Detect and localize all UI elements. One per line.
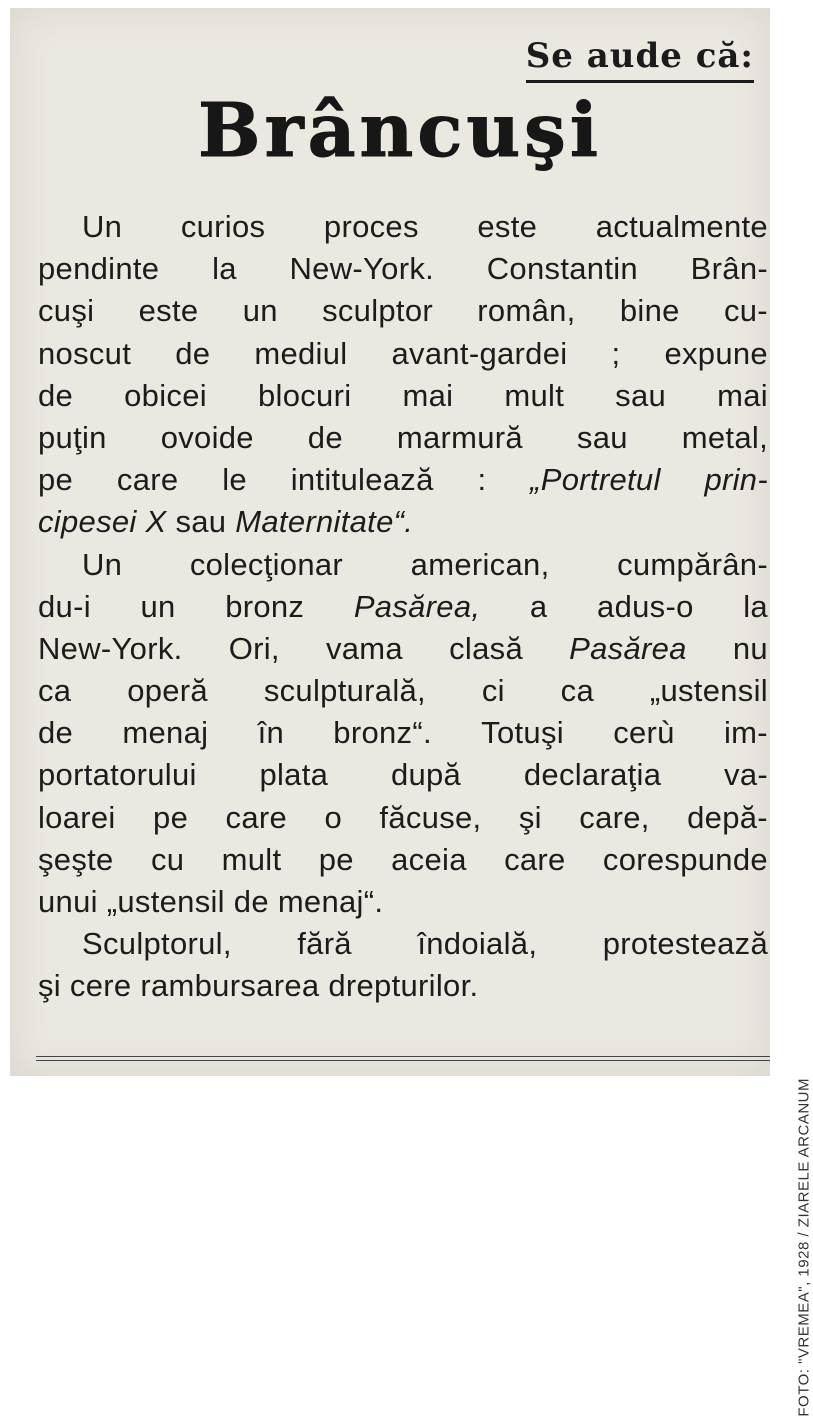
article-word: puţin — [38, 419, 107, 455]
article-line — [38, 628, 768, 670]
bottom-double-rule — [36, 1056, 770, 1061]
article-word: le — [222, 462, 247, 498]
article-word: pe — [153, 799, 189, 835]
article-word: New-York. — [38, 630, 183, 666]
article-word: de — [307, 419, 343, 455]
article-word: plata — [259, 757, 329, 793]
article-line — [38, 544, 768, 586]
article-word: sau — [615, 377, 667, 413]
article-word: Pasărea — [569, 630, 687, 666]
article-word: clasă — [449, 630, 523, 666]
article-word: Un — [82, 209, 123, 244]
article-word: colecţionar — [189, 546, 344, 582]
article-word: de — [233, 884, 269, 919]
article-word: adus-o — [597, 588, 694, 624]
article-word: sau — [576, 419, 628, 455]
kicker-heading: Se aude că: — [526, 36, 754, 83]
article-word: obicei — [124, 377, 207, 413]
article-word: sculptor — [322, 293, 434, 329]
article-word: avant-gardei — [391, 335, 568, 371]
article-word: cerù — [613, 715, 675, 751]
article-word: noscut — [38, 335, 132, 371]
article-word: sau — [175, 504, 227, 540]
article-word: pe — [38, 462, 74, 498]
article-word: pe — [318, 841, 354, 877]
article-word: ci — [481, 673, 505, 709]
article-word: de — [38, 715, 74, 751]
article-line — [38, 881, 768, 923]
headline: Brâncuşi — [198, 88, 602, 174]
article-line — [38, 923, 768, 965]
article-word: expune — [664, 335, 768, 371]
article-word: fără — [297, 926, 352, 962]
article-word: cere — [69, 968, 132, 1004]
article-line — [38, 839, 768, 881]
article-word: corespunde — [602, 841, 768, 877]
article-word: de — [38, 377, 74, 413]
article-line — [38, 797, 768, 839]
article-word: vama — [325, 630, 403, 666]
article-word: blocuri — [257, 377, 352, 413]
article-word: care — [116, 462, 179, 498]
article-word: un — [140, 588, 176, 624]
article-word: „ustensil — [106, 884, 225, 919]
article-line — [38, 754, 768, 796]
article-word: X — [145, 504, 167, 540]
article-word: nu — [732, 630, 768, 666]
article-word: marmură — [396, 419, 523, 455]
article-word: protestează — [602, 926, 768, 962]
photo-credit: FOTO: "VREMEA", 1928 / ZIARELE ARCANUM — [796, 1078, 813, 1417]
article-word: sculpturală, — [263, 673, 426, 709]
article-word: ; — [611, 335, 621, 371]
article-word: ca — [38, 673, 72, 709]
article-word: la — [743, 588, 768, 624]
article-word: depă- — [687, 799, 768, 835]
article-word: cu — [150, 841, 185, 877]
article-word: ca — [560, 673, 594, 709]
article-word: după — [390, 757, 462, 793]
article-line — [38, 712, 768, 754]
article-word: şi — [38, 968, 61, 1004]
article-word: mult — [221, 841, 282, 877]
article-word: menaj“. — [277, 884, 384, 919]
article-word: un — [242, 293, 278, 329]
article-word: drepturilor. — [328, 968, 479, 1004]
article-word: Brân- — [690, 251, 768, 287]
article-line — [38, 248, 768, 290]
article-word: o — [324, 799, 342, 835]
article-word: „ustensil — [649, 673, 768, 709]
article-word: metal, — [681, 419, 768, 455]
article-word: bronz — [225, 588, 305, 624]
article-word: intitulează — [290, 462, 434, 498]
article-word: curios — [180, 209, 266, 244]
article-word: care — [504, 841, 566, 877]
article-word: du-i — [38, 588, 91, 624]
article-word: rambursarea — [140, 968, 320, 1004]
article-word: şeşte — [38, 841, 114, 877]
article-word: unui — [38, 884, 98, 919]
article-line — [38, 333, 768, 375]
article-line — [38, 375, 768, 417]
article-word: „Portretul — [530, 462, 661, 498]
article-word: Pasărea, — [353, 588, 481, 624]
article-word: făcuse, — [379, 799, 482, 835]
article-line — [38, 670, 768, 712]
article-word: actualmente — [595, 209, 768, 244]
article-word: prin- — [704, 462, 768, 498]
article-word: ovoide — [160, 419, 254, 455]
article-word: : — [477, 462, 487, 498]
article-word: loarei — [38, 799, 116, 835]
article-word: este — [138, 293, 199, 329]
article-line — [38, 206, 768, 248]
article-word: este — [477, 209, 538, 244]
article-word: menaj — [122, 715, 209, 751]
article-word: cuşi — [38, 293, 95, 329]
article-word: de — [175, 335, 211, 371]
article-word: care — [225, 799, 288, 835]
article-line — [38, 417, 768, 459]
article-word: portatorului — [38, 757, 197, 793]
article-word: care, — [579, 799, 650, 835]
article-word: New-York. — [289, 251, 435, 287]
article-word: proces — [323, 209, 419, 244]
article-word: îndoială, — [417, 926, 538, 962]
article-line — [38, 459, 768, 501]
article-word: bronz“. — [333, 715, 432, 751]
article-word: cu- — [723, 293, 768, 329]
article-word: american, — [410, 546, 550, 582]
article-line — [38, 501, 768, 543]
article-word: mediul — [254, 335, 348, 371]
article-line — [38, 290, 768, 332]
article-word: bine — [619, 293, 680, 329]
article-body — [38, 206, 768, 1008]
article-word: declaraţia — [523, 757, 662, 793]
article-word: cipesei — [38, 504, 137, 540]
article-word: mai — [717, 377, 768, 413]
article-word: a — [529, 588, 548, 624]
article-word: mai — [402, 377, 454, 413]
article-word: Ori, — [228, 630, 280, 666]
article-word: Maternitate“. — [235, 504, 414, 540]
article-word: cumpărân- — [617, 546, 768, 582]
article-word: pendinte — [38, 251, 160, 287]
article-word: Un — [82, 546, 123, 582]
article-word: Sculptorul, — [82, 926, 232, 962]
article-word: la — [212, 251, 237, 287]
article-word: aceia — [391, 841, 467, 877]
article-word: Constantin — [486, 251, 638, 287]
article-word: va- — [724, 757, 768, 793]
article-line — [38, 965, 768, 1007]
article-word: im- — [724, 715, 768, 751]
article-word: mult — [504, 377, 565, 413]
article-word: în — [257, 715, 285, 751]
article-line — [38, 586, 768, 628]
article-word: român, — [477, 293, 576, 329]
article-word: operă — [127, 673, 208, 709]
article-word: şi — [518, 799, 542, 835]
article-word: Totuşi — [481, 715, 564, 751]
